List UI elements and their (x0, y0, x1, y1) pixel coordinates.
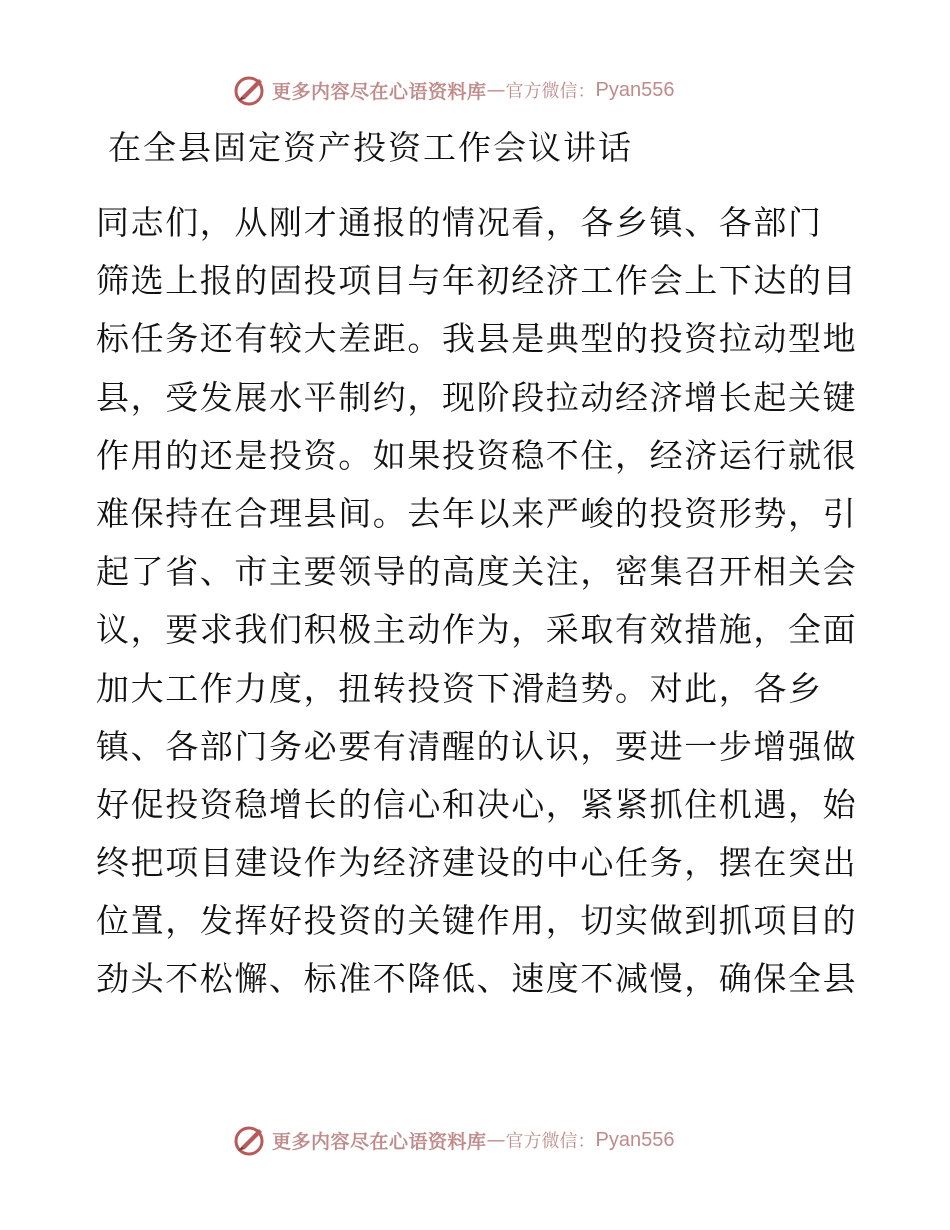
watermark-wechat-label: 官方微信： (505, 1131, 596, 1152)
watermark-separator: — (486, 1129, 506, 1151)
watermark-wechat-id: Pyan556 (595, 1128, 675, 1151)
body-line: 难保持在合理县间。去年以来严峻的投资形势，引 (96, 493, 858, 533)
body-line: 筛选上报的固投项目与年初经济工作会上下达的目 (96, 261, 858, 301)
body-line: 作用的还是投资。如果投资稳不住，经济运行就很 (96, 435, 858, 475)
body-line: 位置，发挥好投资的关键作用，切实做到抓项目的 (96, 901, 858, 941)
body-line: 起了省、市主要领导的高度关注，密集召开相关会 (96, 552, 858, 592)
watermark-wechat-id: Pyan556 (595, 78, 675, 101)
document-title: 在全县固定资产投资工作会议讲话 (108, 128, 633, 167)
brand-logo-icon (232, 1122, 268, 1158)
body-line: 议，要求我们积极主动作为，采取有效措施，全面 (96, 610, 858, 650)
watermark-main-text: 更多内容尽在心语资料库 (272, 80, 487, 103)
body-line: 标任务还有较大差距。我县是典型的投资拉动型地 (96, 319, 858, 359)
watermark-main-text: 更多内容尽在心语资料库 (272, 1130, 487, 1153)
footer-watermark (232, 1122, 674, 1158)
watermark-wechat-label: 官方微信： (505, 81, 596, 102)
header-watermark (232, 72, 674, 108)
body-line: 县，受发展水平制约，现阶段拉动经济增长起关键 (96, 377, 858, 417)
document-body (96, 194, 856, 1009)
body-line: 同志们，从刚才通报的情况看，各乡镇、各部门 (96, 203, 823, 242)
body-line: 终把项目建设作为经济建设的中心任务，摆在突出 (96, 843, 858, 883)
brand-logo-icon (232, 72, 268, 108)
watermark-separator: — (486, 79, 506, 101)
body-line: 好促投资稳增长的信心和决心，紧紧抓住机遇，始 (96, 784, 858, 824)
body-line: 镇、各部门务必要有清醒的认识，要进一步增强做 (96, 726, 858, 766)
body-line: 加大工作力度，扭转投资下滑趋势。对此，各乡 (96, 668, 823, 708)
body-line: 劲头不松懈、标准不降低、速度不减慢，确保全县 (96, 959, 858, 999)
